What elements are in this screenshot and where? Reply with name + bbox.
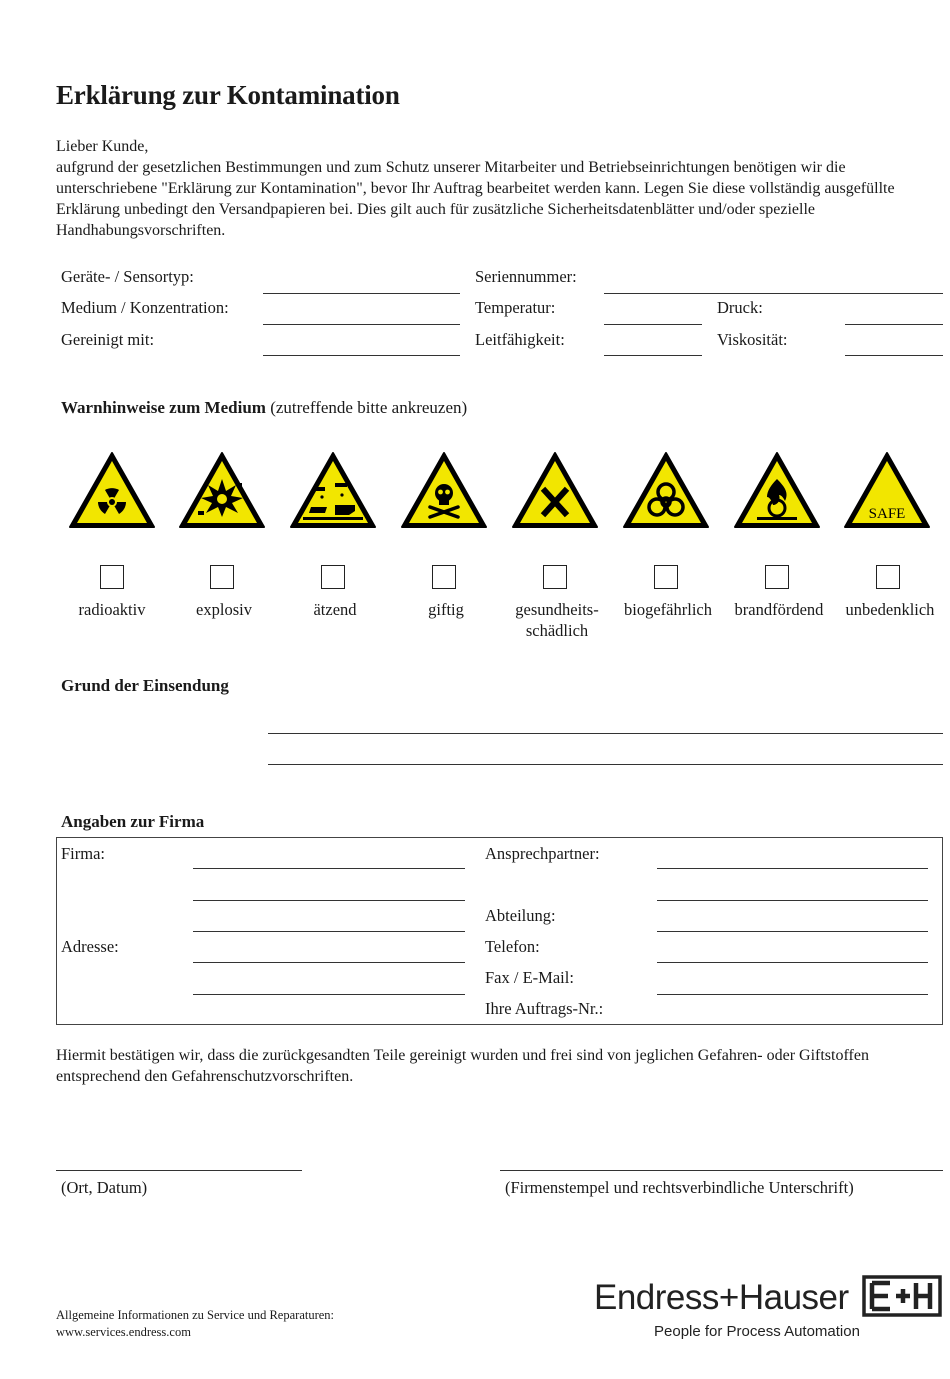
address-label: Adresse: [61,937,119,956]
toxic-skull-icon [400,451,488,531]
biohazard-icon [622,451,710,531]
firm-label: Firma: [61,844,105,863]
viscosity-label: Viskosität: [717,330,788,349]
safe-icon [843,451,931,531]
warnings-heading [61,398,467,418]
hazard-label-biogefaehrlich: biogefährlich [624,600,712,619]
viscosity-field[interactable] [845,355,943,356]
department-field[interactable] [657,931,928,932]
footer-info [56,1307,334,1341]
radiation-icon [68,451,156,531]
eh-logo-icon [862,1275,942,1317]
reason-field-line1[interactable] [268,733,943,734]
contact-label: Ansprechpartner: [485,844,600,863]
fax-field[interactable] [657,994,928,995]
reason-heading: Grund der Einsendung [61,676,229,695]
footer-line1: Allgemeine Informationen zu Service und Reparaturen: [56,1308,335,1322]
contact-field-line1[interactable] [657,868,928,869]
place-date-field[interactable] [56,1170,302,1171]
stamp-signature-field[interactable] [500,1170,943,1171]
intro-greeting: Lieber Kunde, [56,138,149,155]
temperature-field[interactable] [604,324,702,325]
place-date-label: (Ort, Datum) [61,1178,148,1197]
safe-sign-text: SAFE [868,506,906,522]
device-type-label: Geräte- / Sensortyp: [61,267,194,286]
warnings-heading-text: Warnhinweise zum Medium [61,398,266,417]
warnings-note: (zutreffende bitte ankreuzen) [270,398,468,417]
page-title: Erklärung zur Kontamination [56,80,400,110]
order-label: Ihre Auftrags-Nr.: [485,999,604,1018]
footer-link[interactable]: www.services.endress.com [56,1325,191,1339]
phone-label: Telefon: [485,937,540,956]
explosive-icon [178,451,266,531]
corrosive-icon [289,451,377,531]
checkbox-explosiv[interactable] [210,565,234,589]
firm-field-line3[interactable] [193,931,465,932]
hazard-label-aetzend: ätzend [313,600,357,619]
address-field-line1[interactable] [193,962,465,963]
brand-name: Endress+Hauser [594,1278,849,1317]
conductivity-field[interactable] [604,355,702,356]
hazard-label-giftig: giftig [428,600,464,619]
brand-tagline: People for Process Automation [654,1323,860,1340]
cleaned-field[interactable] [263,355,460,356]
conductivity-label: Leitfähigkeit: [475,330,565,349]
address-field-line2[interactable] [193,994,465,995]
intro-body: aufgrund der gesetzlichen Bestimmungen und zum Schutz unserer Mitarbeiter und Betriebseinrichtungen benötigen wir die unterschriebene "Erklärung zur Kontamination", bevor Ihr Auftrag bearbeitet werden kann. Legen Sie diese vollständig ausgefüllte Erklärung unbedingt den Versandpapieren bei. Dies gilt auch für zusätzliche Sicherheitsdatenblätter und/oder spezielle Handhabungsvorschriften. [56,159,895,239]
temperature-label: Temperatur: [475,298,556,317]
checkbox-gesundheitsschaedlich[interactable] [543,565,567,589]
medium-field[interactable] [263,324,460,325]
device-type-field[interactable] [263,293,460,294]
hazard-label-brandfoerdend: brandfördend [734,600,824,619]
confirmation-text: Hiermit bestätigen wir, dass die zurückgesandten Teile gereinigt wurden und frei sind von jeglichen Gefahren- oder Giftstoffen entsprechend den Gefahrenschutzvorschriften. [56,1047,869,1085]
intro-text [56,136,946,241]
reason-field-line2[interactable] [268,764,943,765]
medium-label: Medium / Konzentration: [61,298,229,317]
hazard-label-explosiv: explosiv [196,600,252,619]
stamp-signature-label: (Firmenstempel und rechtsverbindliche Unterschrift) [505,1178,854,1197]
hazard-label-line1: gesundheits- [515,600,599,619]
hazard-label-radioaktiv: radioaktiv [78,600,146,619]
hazard-label-unbedenklich: unbedenklich [845,600,935,619]
checkbox-giftig[interactable] [432,565,456,589]
pressure-field[interactable] [845,324,943,325]
serial-label: Seriennummer: [475,267,577,286]
serial-field[interactable] [604,293,943,294]
company-heading: Angaben zur Firma [61,812,205,831]
checkbox-aetzend[interactable] [321,565,345,589]
checkbox-brandfoerdend[interactable] [765,565,789,589]
contact-field-line2[interactable] [657,900,928,901]
hazard-label-gesundheitsschaedlich [502,599,612,641]
cleaned-label: Gereinigt mit: [61,330,155,349]
pressure-label: Druck: [717,298,763,317]
fax-label: Fax / E-Mail: [485,968,574,987]
harmful-cross-icon [511,451,599,531]
checkbox-unbedenklich[interactable] [876,565,900,589]
checkbox-radioaktiv[interactable] [100,565,124,589]
checkbox-biogefaehrlich[interactable] [654,565,678,589]
firm-field-line2[interactable] [193,900,465,901]
firm-field-line1[interactable] [193,868,465,869]
department-label: Abteilung: [485,906,556,925]
oxidizing-icon [733,451,821,531]
hazard-label-line2: schädlich [525,621,589,640]
phone-field[interactable] [657,962,928,963]
